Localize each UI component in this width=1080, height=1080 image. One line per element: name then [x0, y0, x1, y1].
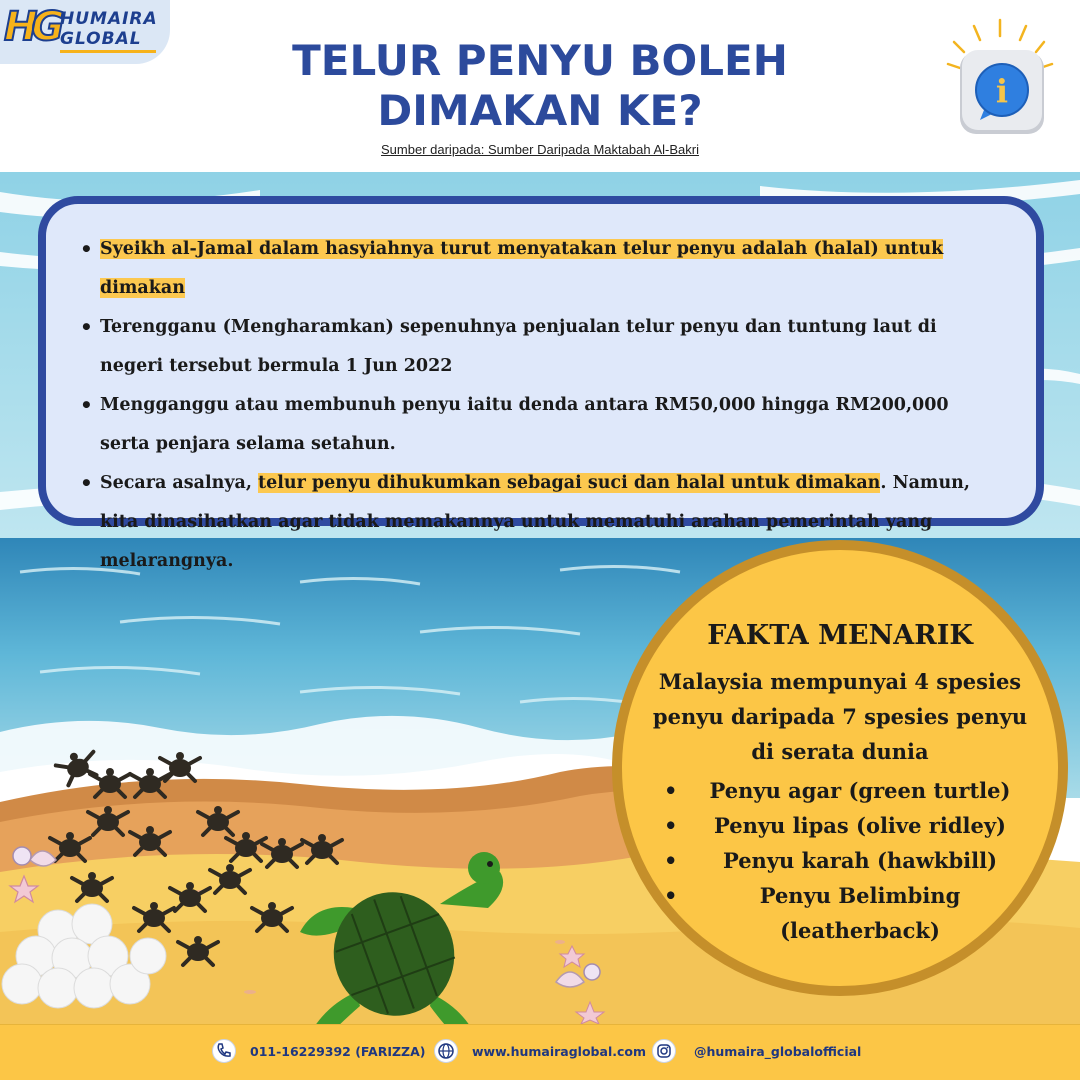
turtle-egg-icon [2, 904, 166, 1008]
species-item: • Penyu karah (hawkbill) [642, 843, 1038, 878]
globe-icon [434, 1039, 458, 1063]
logo-text [60, 9, 158, 49]
phone-icon [212, 1039, 236, 1063]
info-card [38, 196, 1044, 571]
instagram-icon [652, 1039, 676, 1063]
brand-logo[interactable] [0, 0, 170, 64]
info-glyph: i [995, 72, 1009, 110]
page-title [240, 36, 840, 136]
highlight-text: Syeikh al-Jamal dalam hasyiahnya turut menyatakan telur penyu adalah (halal) untuk dimakan [100, 239, 944, 298]
info-item: • Mengganggu atau membunuh penyu iaitu denda antara RM50,000 hingga RM200,000 serta penjara selama setahun. [92, 386, 998, 464]
header [0, 0, 1080, 172]
fact-content [642, 616, 1038, 948]
fact-intro: Malaysia mempunyai 4 spesies penyu daripada 7 spesies penyu di serata dunia [652, 669, 1028, 764]
species-item: • Penyu lipas (olive ridley) [642, 808, 1038, 843]
highlight-text: telur penyu dihukumkan sebagai suci dan halal untuk dimakan [258, 473, 881, 493]
info-text: Secara asalnya, [100, 473, 259, 493]
seashell-icon [13, 847, 56, 866]
green-turtle-icon [300, 852, 503, 1024]
logo-line2: GLOBAL [60, 29, 142, 49]
website-link[interactable]: www.humairaglobal.com [472, 1044, 646, 1059]
fact-title: FAKTA MENARIK [707, 620, 973, 651]
title-line2: DIMAKAN KE? [377, 86, 703, 135]
footer [0, 1024, 1080, 1080]
species-item: • Penyu Belimbing (leatherback) [642, 878, 1038, 948]
seashell-icon [556, 946, 604, 1024]
species-list [642, 773, 1038, 948]
source-link[interactable]: Sumber daripada: Sumber Daripada Maktabah Al-Bakri [381, 142, 699, 157]
instagram-handle[interactable]: @humaira_globalofficial [694, 1044, 862, 1059]
fact-circle [612, 540, 1068, 996]
starfish-icon [10, 876, 38, 902]
species-item: • Penyu agar (green turtle) [642, 773, 1038, 808]
info-item: • Terengganu (Mengharamkan) sepenuhnya penjualan telur penyu dan tuntung laut di negeri tersebut bermula 1 Jun 2022 [92, 308, 998, 386]
logo-line1: HUMAIRA [60, 9, 158, 29]
phone-number[interactable]: 011-16229392 (FARIZZA) [250, 1044, 426, 1059]
info-text: . Namun, kita dinasihatkan agar tidak memakannya untuk mematuhi arahan pemerintah yang melarangnya. [100, 473, 970, 571]
logo-underline [60, 50, 156, 53]
info-bubble-icon [940, 14, 1060, 144]
info-item [92, 230, 998, 308]
title-line1: TELUR PENYU BOLEH [292, 36, 788, 85]
logo-mark: HG [4, 4, 59, 50]
info-list [92, 230, 998, 581]
